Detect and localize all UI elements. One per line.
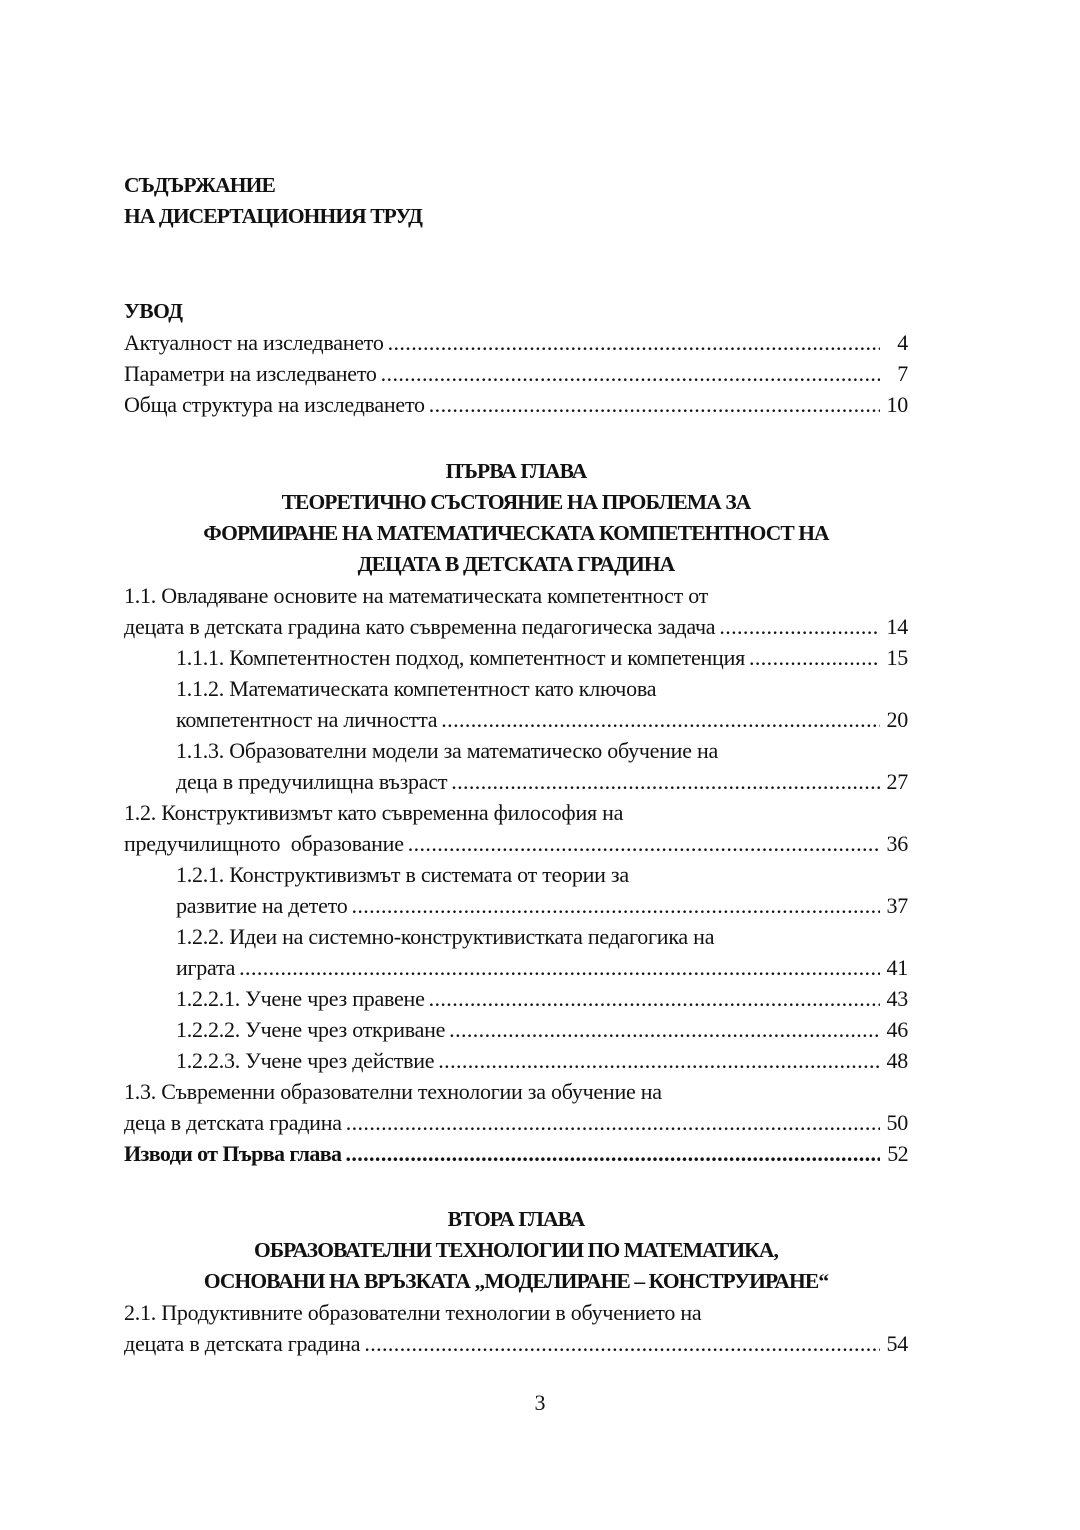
dot-leader — [239, 952, 880, 983]
dot-leader — [429, 389, 880, 420]
toc-entry-conclusions — [124, 1138, 908, 1169]
toc-entry-page: 43 — [886, 986, 908, 1011]
chapter-1-heading — [124, 456, 908, 580]
toc-entry-page: 37 — [886, 893, 908, 918]
toc-entry-page: 48 — [886, 1048, 908, 1073]
toc-entry-page: 54 — [886, 1331, 908, 1356]
dot-leader — [381, 358, 880, 389]
toc-entry-text: 1.2.1. Конструктивизмът в системата от теории за — [176, 862, 629, 887]
toc-entry-page: 15 — [886, 645, 908, 670]
toc-entry — [124, 952, 908, 983]
toc-entry-label: играта — [176, 955, 236, 980]
dot-leader — [719, 611, 880, 642]
chapter-1-title-line-2: ФОРМИРАНЕ НА МАТЕМАТИЧЕСКАТА КОМПЕТЕНТНОСТ НА — [203, 521, 829, 545]
toc-entry-page: 50 — [886, 1110, 908, 1135]
toc-entry-page: 20 — [886, 707, 908, 732]
toc-entry-label: деца в детската градина — [124, 1110, 342, 1135]
toc-entry-page: 7 — [897, 361, 908, 386]
toc-entry-page: 52 — [887, 1141, 908, 1166]
toc-entry-label: 1.1.1. Компетентностен подход, компетентност и компетенция — [176, 645, 745, 670]
dot-leader — [408, 828, 880, 859]
toc-entry — [124, 890, 908, 921]
toc-entry — [124, 1014, 908, 1045]
dot-leader — [429, 983, 880, 1014]
toc-entry-label: деца в предучилищна възраст — [176, 769, 448, 794]
toc-entry-label: Актуалност на изследването — [124, 330, 384, 355]
toc-entry-label: децата в детската градина като съвременна педагогическа задача — [124, 614, 716, 639]
toc-entry — [124, 389, 908, 420]
dot-leader — [749, 642, 880, 673]
dot-leader — [346, 1107, 880, 1138]
toc-entry — [124, 611, 908, 642]
toc-entry-label: 1.2.2.1. Учене чрез правене — [176, 986, 425, 1011]
toc-entry-label: 1.2.2.2. Учене чрез откриване — [176, 1017, 446, 1042]
toc-entry — [124, 766, 908, 797]
toc-entry-page: 41 — [886, 955, 908, 980]
toc-entry — [124, 358, 908, 389]
toc-entry — [124, 983, 908, 1014]
toc-entry-label: развитие на детето — [176, 893, 348, 918]
document-title — [124, 170, 908, 232]
toc-entry-label: Обща структура на изследването — [124, 392, 425, 417]
toc-entry — [124, 1328, 908, 1359]
toc-entry-text: 1.1. Овладяване основите на математическата компетентност от — [124, 583, 709, 608]
toc-entry-text: 1.3. Съвременни образователни технологии за обучение на — [124, 1079, 662, 1104]
toc-entry-text: 1.2.2. Идеи на системно-конструктивистката педагогика на — [176, 924, 715, 949]
toc-entry — [124, 1045, 908, 1076]
toc-entry-text: 1.2. Конструктивизмът като съвременна философия на — [124, 800, 624, 825]
toc-entry-text: 1.1.3. Образователни модели за математическо обучение на — [176, 738, 719, 763]
toc-entry — [124, 704, 908, 735]
toc-entry-page: 4 — [897, 330, 908, 355]
dot-leader — [438, 1045, 880, 1076]
chapter-2-label: ВТОРА ГЛАВА — [447, 1207, 585, 1231]
intro-heading: УВОД — [124, 299, 183, 323]
chapter-2-heading — [124, 1204, 908, 1297]
toc-entry-label: децата в детската градина — [124, 1331, 361, 1356]
toc-entry — [124, 327, 908, 358]
toc-entry-page: 46 — [886, 1017, 908, 1042]
chapter-1-title-line-3: ДЕЦАТА В ДЕТСКАТА ГРАДИНА — [357, 552, 675, 576]
toc-entry-page: 36 — [886, 831, 908, 856]
toc-entry-label: 1.2.2.3. Учене чрез действие — [176, 1048, 435, 1073]
toc-entry-text: 1.1.2. Математическата компетентност като ключова — [176, 676, 657, 701]
toc-entry-page: 27 — [886, 769, 908, 794]
chapter-2-title-line-1: ОБРАЗОВАТЕЛНИ ТЕХНОЛОГИИ ПО МАТЕМАТИКА, — [254, 1238, 778, 1262]
dot-leader — [388, 327, 880, 358]
toc-entry-label: Параметри на изследването — [124, 361, 377, 386]
toc-entry-label: компетентност на личността — [176, 707, 438, 732]
chapter-2-title-line-2: ОСНОВАНИ НА ВРЪЗКАТА „МОДЕЛИРАНЕ – КОНСТРУИРАНЕ“ — [203, 1269, 829, 1293]
dot-leader — [351, 890, 880, 921]
chapter-1-label: ПЪРВА ГЛАВА — [445, 459, 587, 483]
title-line-2: НА ДИСЕРТАЦИОННИЯ ТРУД — [124, 204, 422, 228]
toc-entry — [124, 642, 908, 673]
dot-leader — [441, 704, 880, 735]
toc-entry — [124, 828, 908, 859]
toc-entry-page: 10 — [886, 392, 908, 417]
toc-entry-label: Изводи от Първа глава — [124, 1141, 342, 1166]
page-number: 3 — [534, 1390, 546, 1415]
title-line-1: СЪДЪРЖАНИЕ — [124, 173, 275, 197]
dot-leader — [451, 766, 880, 797]
table-of-contents — [124, 170, 908, 1359]
chapter-1-title-line-1: ТЕОРЕТИЧНО СЪСТОЯНИЕ НА ПРОБЛЕМА ЗА — [281, 490, 751, 514]
toc-entry-text: 2.1. Продуктивните образователни технологии в обучението на — [124, 1300, 702, 1325]
dot-leader — [345, 1138, 880, 1169]
toc-entry-label: предучилищното образование — [124, 831, 404, 856]
dot-leader — [449, 1014, 880, 1045]
dot-leader — [364, 1328, 880, 1359]
toc-entry-page: 14 — [886, 614, 908, 639]
toc-entry — [124, 1107, 908, 1138]
